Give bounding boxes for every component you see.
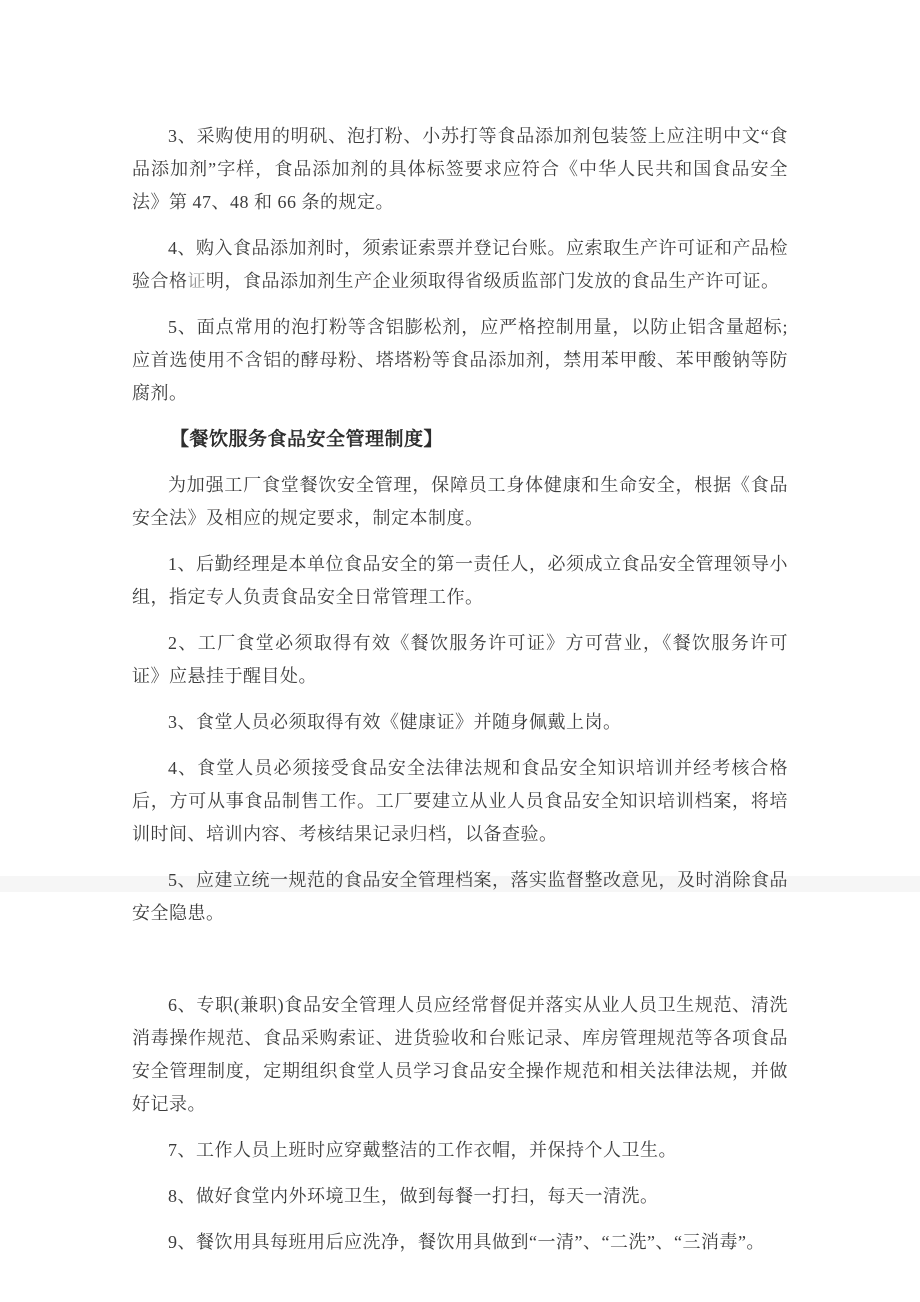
text-run: 为加强工厂食堂餐饮安全管理，保障员工身体健康和生命安全，根据《食品安全法》及相应的规定要求，制定本制度。 xyxy=(132,475,788,528)
text-run: 9、餐饮用具每班用后应洗净，餐饮用具做到“一清”、“二洗”、“三消毒”。 xyxy=(168,1232,765,1252)
section-heading xyxy=(132,423,788,456)
text-run: 明，食品添加剂生产企业须取得省级质监部门发放的食品生产许可证。 xyxy=(206,271,780,291)
text-run: 1、后勤经理是本单位食品安全的第一责任人，必须成立食品安全管理领导小组，指定专人负责食品安全日常管理工作。 xyxy=(132,554,788,607)
text-run: 6、专职(兼职)食品安全管理人员应经常督促并落实从业人员卫生规范、清洗消毒操作规范、食品采购索证、进货验收和台账记录、库房管理规范等各项食品安全管理制度，定期组织食堂人员学习食品安全操作规范和相关法律法规，并做好记录。 xyxy=(132,995,788,1114)
paragraph xyxy=(132,1226,788,1259)
paragraph xyxy=(132,548,788,614)
paragraph xyxy=(132,311,788,410)
text-run: 5、面点常用的泡打粉等含铝膨松剂，应严格控制用量，以防止铝含量超标;应首选使用不含铝的酵母粉、塔塔粉等食品添加剂，禁用苯甲酸、苯甲酸钠等防腐剂。 xyxy=(132,317,788,403)
empty-line xyxy=(132,943,788,976)
text-run: 8、做好食堂内外环境卫生，做到每餐一打扫，每天一清洗。 xyxy=(168,1186,659,1206)
document-content xyxy=(132,120,788,1272)
text-run: 3、食堂人员必须取得有效《健康证》并随身佩戴上岗。 xyxy=(168,712,622,732)
text-run: 7、工作人员上班时应穿戴整洁的工作衣帽，并保持个人卫生。 xyxy=(168,1140,677,1160)
text-run: 【餐饮服务食品安全管理制度】 xyxy=(170,429,444,450)
paragraph xyxy=(132,1180,788,1213)
paragraph xyxy=(132,1134,788,1167)
paragraph xyxy=(132,627,788,693)
paragraph xyxy=(132,469,788,535)
text-run: 4、购入食品添加剂时，须索证索票并登记台账。应索取生产许可证和产品检验合格 xyxy=(132,238,788,291)
text-run-light: 证 xyxy=(187,271,206,291)
text-run: 5、应建立统一规范的食品安全管理档案，落实监督整改意见，及时消除食品安全隐患。 xyxy=(132,870,788,923)
text-run: 2、工厂食堂必须取得有效《餐饮服务许可证》方可营业，《餐饮服务许可证》应悬挂于醒目处。 xyxy=(132,633,788,686)
paragraph xyxy=(132,232,788,298)
paragraph xyxy=(132,706,788,739)
paragraph xyxy=(132,120,788,219)
paragraph xyxy=(132,989,788,1121)
text-run: 4、食堂人员必须接受食品安全法律法规和食品安全知识培训并经考核合格后，方可从事食品制售工作。工厂要建立从业人员食品安全知识培训档案，将培训时间、培训内容、考核结果记录归档，以备查验。 xyxy=(132,758,788,844)
paragraph xyxy=(132,864,788,930)
paragraph xyxy=(132,752,788,851)
text-run: 3、采购使用的明矾、泡打粉、小苏打等食品添加剂包装签上应注明中文“食品添加剂”字样，食品添加剂的具体标签要求应符合《中华人民共和国食品安全法》第 47、48 和 66 条的规定。 xyxy=(132,126,788,212)
